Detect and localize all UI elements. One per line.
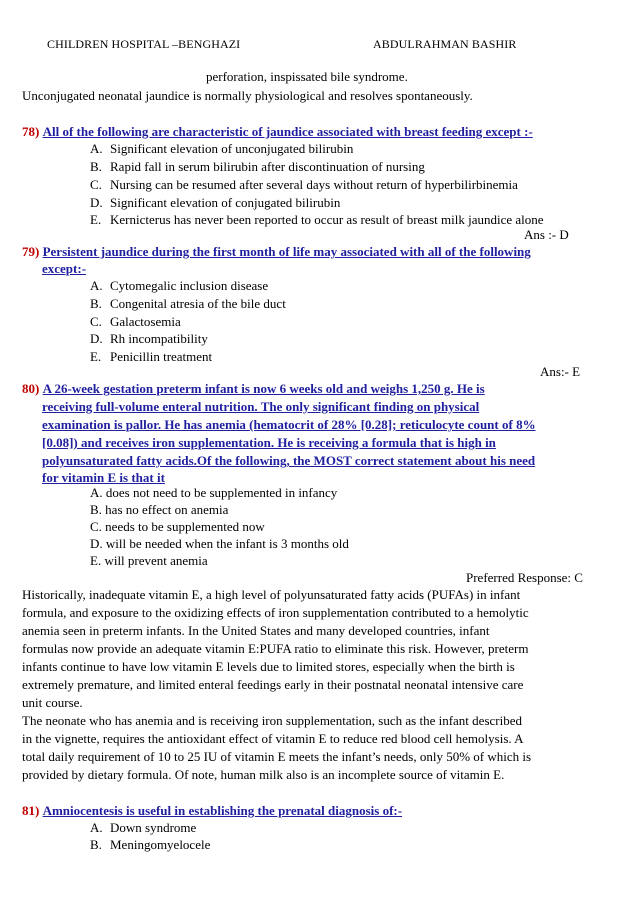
option-letter: D. bbox=[90, 195, 103, 210]
question-text: All of the following are characteristic of jaundice associated with breast feeding except :- bbox=[42, 124, 533, 139]
question-text-continued: examination is pallor. He has anemia (hematocrit of 28% [0.28]; reticulocyte count of 8% bbox=[42, 417, 536, 432]
option bbox=[90, 212, 544, 228]
option bbox=[90, 296, 286, 312]
option-text: Meningomyelocele bbox=[110, 837, 211, 852]
answer: Ans :- D bbox=[524, 227, 569, 242]
question-81 bbox=[22, 803, 402, 819]
explanation-line: in the vignette, requires the antioxidant effect of vitamin E to reduce red blood cell hemolysis. A bbox=[22, 731, 524, 746]
option-text: Significant elevation of unconjugated bilirubin bbox=[110, 141, 354, 156]
question-78 bbox=[22, 124, 533, 140]
option-text: Congenital atresia of the bile duct bbox=[110, 296, 286, 311]
question-text: A 26-week gestation preterm infant is now 6 weeks old and weighs 1,250 g. He is bbox=[42, 381, 485, 396]
question-79 bbox=[22, 244, 531, 260]
intro-line-1: perforation, inspissated bile syndrome. bbox=[206, 69, 408, 84]
intro-line-2: Unconjugated neonatal jaundice is normally physiological and resolves spontaneously. bbox=[22, 88, 473, 103]
option: B. has no effect on anemia bbox=[90, 502, 229, 517]
answer: Ans:- E bbox=[540, 364, 581, 379]
option-text: Galactosemia bbox=[110, 314, 181, 329]
option bbox=[90, 349, 212, 365]
header-hospital: CHILDREN HOSPITAL –BENGHAZI bbox=[47, 37, 241, 51]
option bbox=[90, 820, 196, 836]
option: E. will prevent anemia bbox=[90, 553, 208, 568]
option bbox=[90, 331, 208, 347]
option bbox=[90, 141, 353, 157]
option-text: Significant elevation of conjugated bilirubin bbox=[110, 195, 341, 210]
option bbox=[90, 314, 181, 330]
question-text-continued: receiving full-volume enteral nutrition. The only significant finding on physical bbox=[42, 399, 480, 414]
option-letter: A. bbox=[90, 278, 103, 293]
header-author: ABDULRAHMAN BASHIR bbox=[373, 37, 517, 51]
question-text: Amniocentesis is useful in establishing the prenatal diagnosis of:- bbox=[42, 803, 403, 818]
option-letter: C. bbox=[90, 177, 102, 192]
question-text-continued: except:- bbox=[42, 261, 87, 276]
option-text: Rh incompatibility bbox=[110, 331, 208, 346]
option-letter: E. bbox=[90, 349, 102, 364]
explanation-line: provided by dietary formula. Of note, human milk also is an incomplete source of vitamin E. bbox=[22, 767, 505, 782]
option-text: Kernicterus has never been reported to occur as result of breast milk jaundice alone bbox=[110, 212, 544, 227]
question-number: 81) bbox=[22, 803, 40, 818]
explanation-line: total daily requirement of 10 to 25 IU of vitamin E meets the infant’s needs, only 50% of which is bbox=[22, 749, 532, 764]
option: D. will be needed when the infant is 3 months old bbox=[90, 536, 349, 551]
option-letter: A. bbox=[90, 141, 103, 156]
option bbox=[90, 837, 210, 853]
option-letter: A. bbox=[90, 820, 103, 835]
option-letter: E. bbox=[90, 212, 102, 227]
option bbox=[90, 177, 518, 193]
option: C. needs to be supplemented now bbox=[90, 519, 265, 534]
option bbox=[90, 159, 425, 175]
option-letter: D. bbox=[90, 331, 103, 346]
question-number: 78) bbox=[22, 124, 40, 139]
answer: Preferred Response: C bbox=[466, 570, 583, 585]
option-text: Penicillin treatment bbox=[110, 349, 213, 364]
option-text: Cytomegalic inclusion disease bbox=[110, 278, 269, 293]
question-text-continued: for vitamin E is that it bbox=[42, 470, 165, 485]
explanation-line: formulas now provide an adequate vitamin E:PUFA ratio to eliminate this risk. However, preterm bbox=[22, 641, 529, 656]
option-text: Down syndrome bbox=[110, 820, 197, 835]
option-letter: C. bbox=[90, 314, 102, 329]
question-text-continued: polyunsaturated fatty acids.Of the following, the MOST correct statement about his need bbox=[42, 453, 536, 468]
explanation-line: infants continue to have low vitamin E levels due to limited stores, especially when the birth is bbox=[22, 659, 515, 674]
explanation-line: anemia seen in preterm infants. In the United States and many developed countries, infant bbox=[22, 623, 490, 638]
option-letter: B. bbox=[90, 296, 102, 311]
question-80 bbox=[22, 381, 485, 397]
option-letter: B. bbox=[90, 837, 102, 852]
question-text: Persistent jaundice during the first month of life may associated with all of the following bbox=[42, 244, 531, 259]
explanation-line: Historically, inadequate vitamin E, a high level of polyunsaturated fatty acids (PUFAs) in infant bbox=[22, 587, 521, 602]
explanation-line: formula, and exposure to the oxidizing effects of iron supplementation contributed to a hemolytic bbox=[22, 605, 529, 620]
question-number: 79) bbox=[22, 244, 40, 259]
option bbox=[90, 195, 340, 211]
option: A. does not need to be supplemented in infancy bbox=[90, 485, 338, 500]
option-text: Nursing can be resumed after several days without return of hyperbilirbinemia bbox=[110, 177, 518, 192]
explanation-line: extremely premature, and limited enteral feedings early in their postnatal neonatal intensive care bbox=[22, 677, 524, 692]
question-number: 80) bbox=[22, 381, 40, 396]
explanation-line: unit course. bbox=[22, 695, 83, 710]
option-text: Rapid fall in serum bilirubin after discontinuation of nursing bbox=[110, 159, 425, 174]
option bbox=[90, 278, 268, 294]
question-text-continued: [0.08]) and receives iron supplementation. He is receiving a formula that is high in bbox=[42, 435, 496, 450]
option-letter: B. bbox=[90, 159, 102, 174]
explanation-line: The neonate who has anemia and is receiving iron supplementation, such as the infant described bbox=[22, 713, 522, 728]
